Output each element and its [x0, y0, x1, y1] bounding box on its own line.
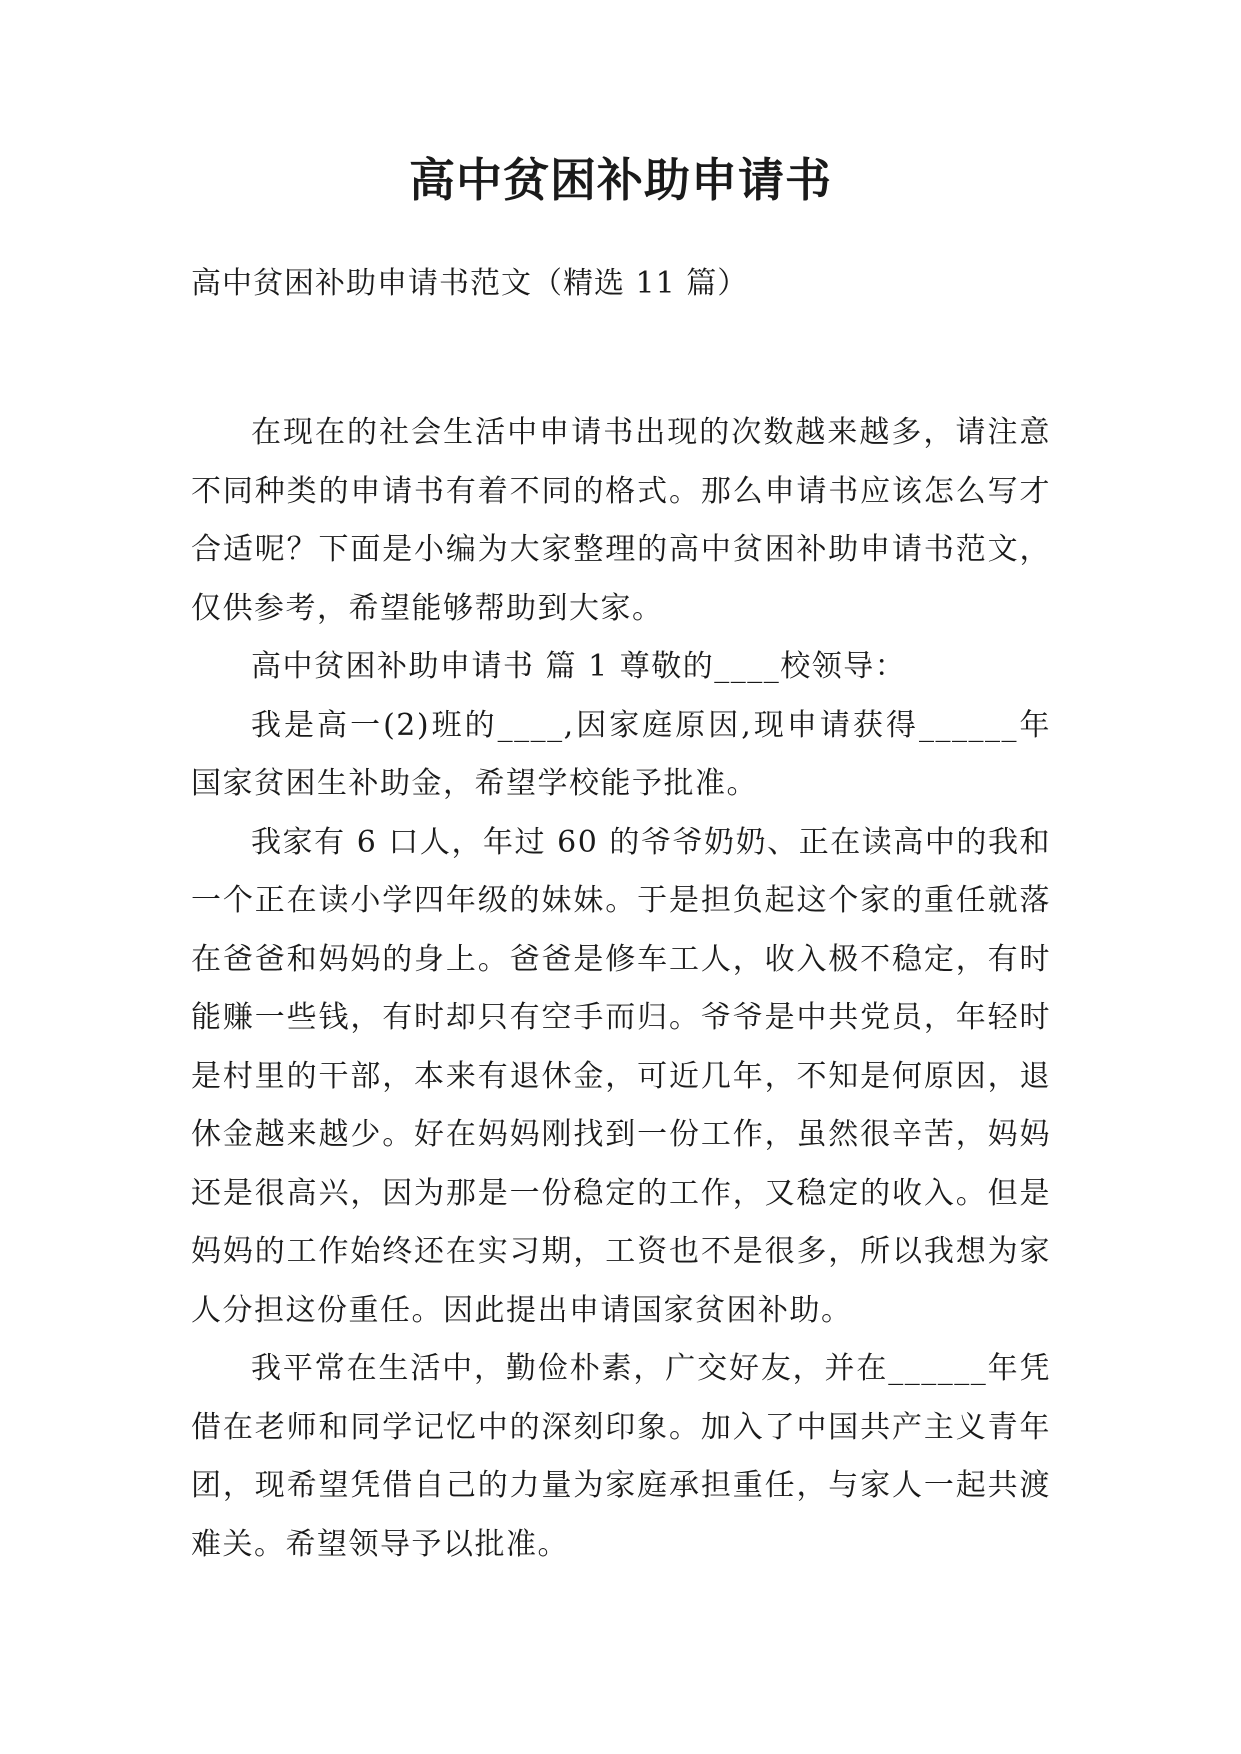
document-subtitle: 高中贫困补助申请书范文（精选 11 篇） [191, 266, 749, 301]
paragraph-personal-statement: 我平常在生活中，勤俭朴素，广交好友，并在______年凭借在老师和同学记忆中的深刻印象。加入了中国共产主义青年团，现希望凭借自己的力量为家庭承担重任，与家人一起共渡难关。希望领导予以批准。 [191, 1351, 1051, 1562]
document-title: 高中贫困补助申请书 [409, 153, 832, 207]
paragraph-application: 我是高一(2)班的____,因家庭原因,现申请获得______年国家贫困生补助金，希望学校能予批准。 [191, 707, 1051, 801]
paragraph-family-situation: 我家有 6 口人，年过 60 的爷爷奶奶、正在读高中的我和一个正在读小学四年级的妹妹。于是担负起这个家的重任就落在爸爸和妈妈的身上。爸爸是修车工人，收入极不稳定，有时能赚一些钱，有时却只有空手而归。爷爷是中共党员，年轻时是村里的干部，本来有退休金，可近几年，不知是何原因，退休金越来越少。好在妈妈刚找到一份工作，虽然很辛苦，妈妈还是很高兴，因为那是一份稳定的工作，又稳定的收入。但是妈妈的工作始终还在实习期，工资也不是很多，所以我想为家人分担这份重任。因此提出申请国家贫困补助。 [191, 824, 1051, 1328]
paragraph-salutation: 高中贫困补助申请书 篇 1 尊敬的____校领导： [251, 649, 907, 684]
paragraph-intro: 在现在的社会生活中申请书出现的次数越来越多，请注意不同种类的申请书有着不同的格式。那么申请书应该怎么写才合适呢？下面是小编为大家整理的高中贫困补助申请书范文，仅供参考，希望能够帮助到大家。 [191, 415, 1051, 626]
document-body [191, 404, 1051, 1574]
